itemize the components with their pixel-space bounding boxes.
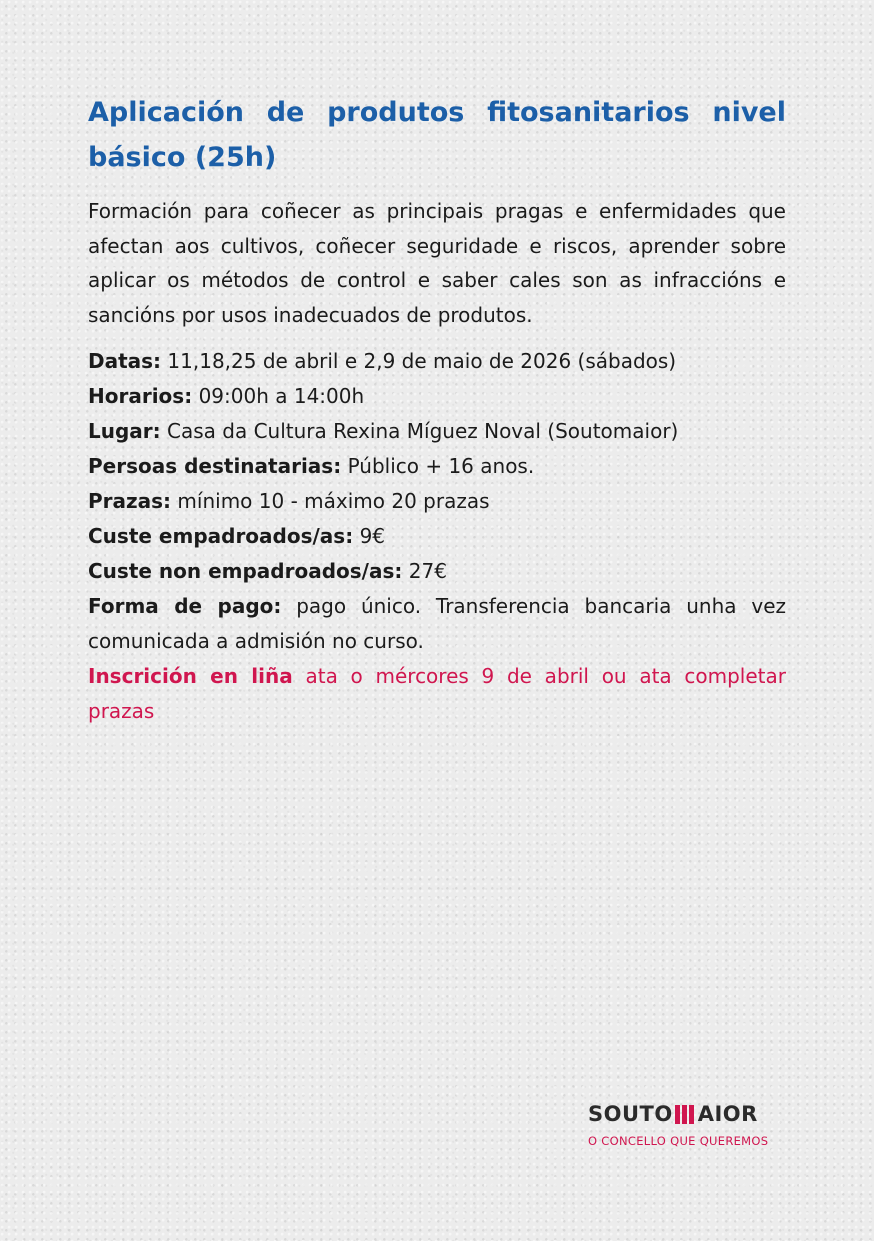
detail-cost-registered bbox=[88, 519, 786, 554]
detail-label: Datas: bbox=[88, 349, 162, 373]
course-description: Formación para coñecer as principais pragas e enfermidades que afectan aos cultivos, coñecer seguridade e riscos, aprender sobre aplicar os métodos de control e saber cales son as infraccións e sancións por usos inadecuados de produtos. bbox=[88, 199, 786, 327]
detail-value: Casa da Cultura Rexina Míguez Noval (Soutomaior) bbox=[167, 419, 679, 443]
detail-value: 9€ bbox=[359, 524, 386, 548]
logo-tagline: O CONCELLO QUE QUEREMOS bbox=[588, 1134, 769, 1148]
detail-label: Custe empadroados/as: bbox=[88, 524, 354, 548]
detail-audience bbox=[88, 449, 786, 484]
logo-word-end: AIOR bbox=[697, 1102, 758, 1126]
detail-value: Público + 16 anos. bbox=[347, 454, 535, 478]
detail-value: 09:00h a 14:00h bbox=[198, 384, 365, 408]
detail-schedule bbox=[88, 379, 786, 414]
detail-dates bbox=[88, 344, 786, 379]
detail-label: Prazas: bbox=[88, 489, 172, 513]
detail-payment bbox=[88, 589, 786, 659]
logo-wordmark bbox=[588, 1101, 790, 1127]
detail-value: mínimo 10 - máximo 20 prazas bbox=[177, 489, 490, 513]
detail-label: Persoas destinatarias: bbox=[88, 454, 342, 478]
detail-value: 27€ bbox=[408, 559, 447, 583]
logo-word-start: SOUTO bbox=[588, 1102, 673, 1126]
soutomaior-logo bbox=[588, 1101, 790, 1148]
detail-label: Forma de pago: bbox=[88, 594, 282, 618]
detail-label: Custe non empadroados/as: bbox=[88, 559, 403, 583]
course-details bbox=[88, 344, 786, 729]
course-info bbox=[88, 90, 786, 729]
registration-deadline: ata o mércores 9 de abril ou ata completar prazas bbox=[88, 664, 786, 723]
course-title: Aplicación de produtos fitosanitarios nivel básico (25h) bbox=[88, 97, 786, 173]
detail-seats bbox=[88, 484, 786, 519]
detail-place bbox=[88, 414, 786, 449]
logo-m-bars-icon bbox=[675, 1104, 696, 1124]
registration-info bbox=[88, 659, 786, 729]
registration-link[interactable]: Inscrición en liña bbox=[88, 664, 293, 688]
detail-cost-non-registered bbox=[88, 554, 786, 589]
detail-value: pago único. Transferencia bancaria unha vez comunicada a admisión no curso. bbox=[88, 594, 786, 653]
detail-label: Lugar: bbox=[88, 419, 161, 443]
detail-value: 11,18,25 de abril e 2,9 de maio de 2026 (sábados) bbox=[167, 349, 677, 373]
detail-label: Horarios: bbox=[88, 384, 193, 408]
